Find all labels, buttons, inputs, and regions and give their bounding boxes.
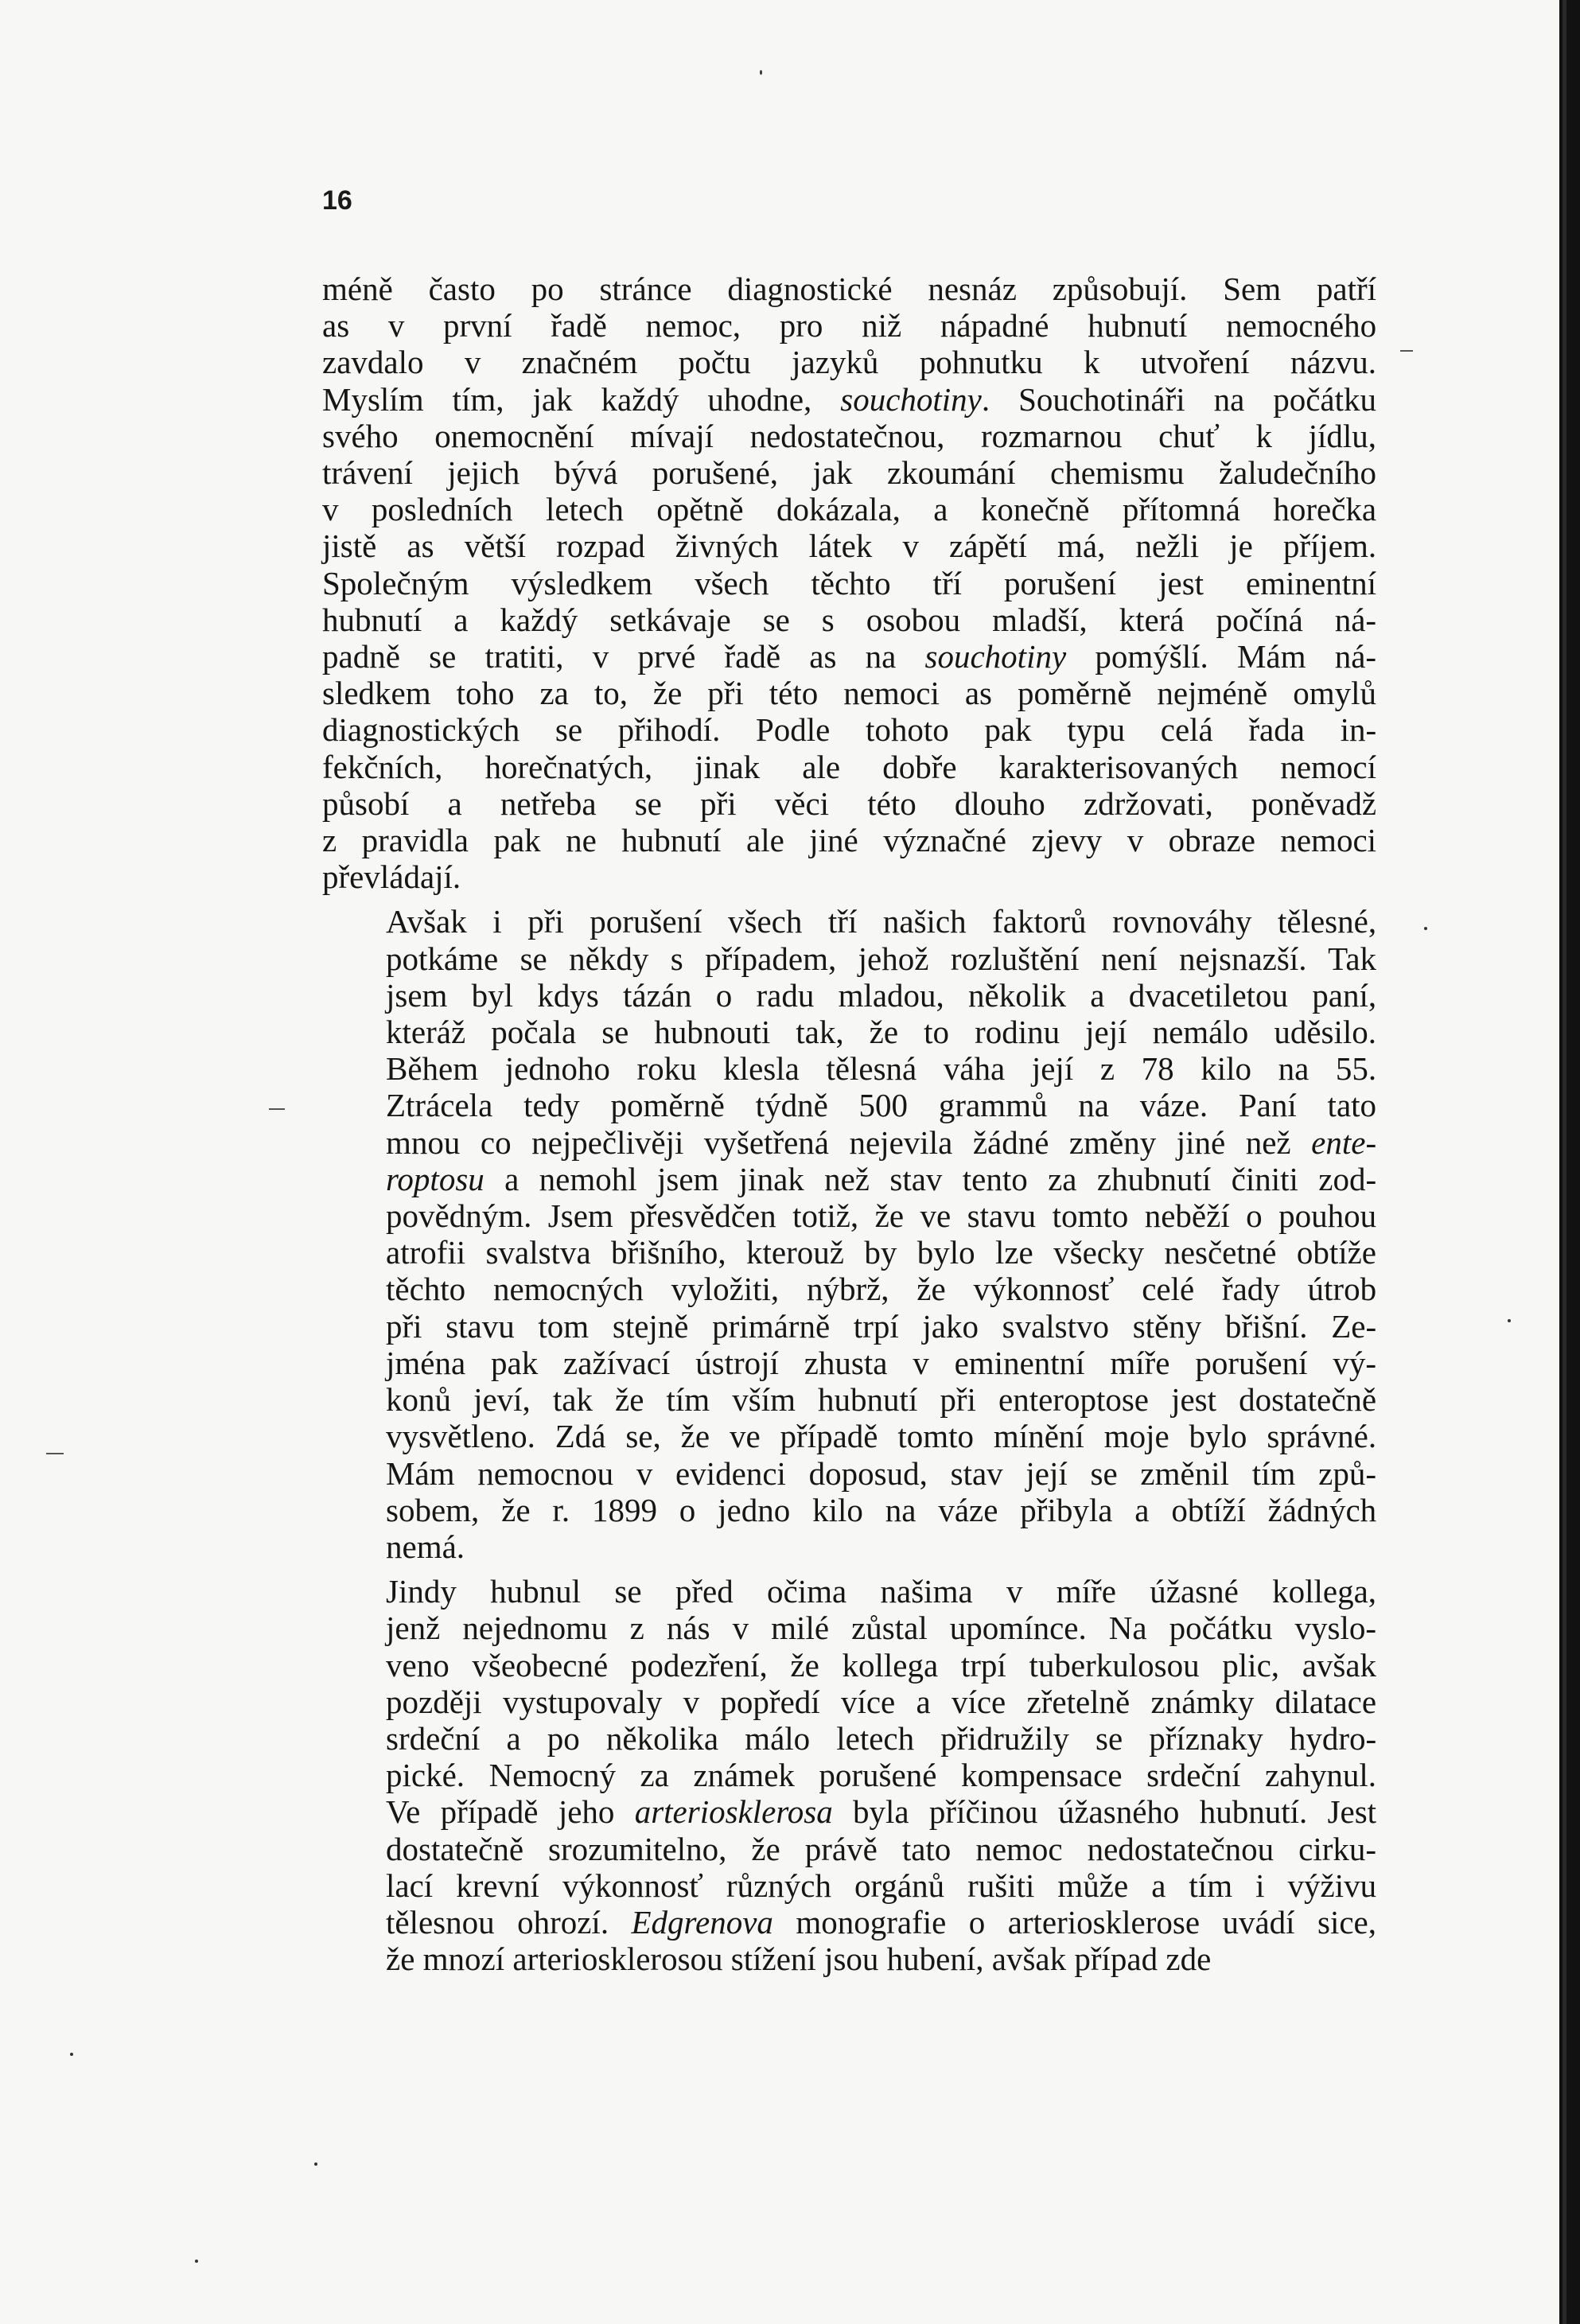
text-line: jsem byl kdys tázán o radu mladou, několik a dvacetiletou paní,	[386, 976, 1377, 1014]
text-line: Myslím tím, jak každý uhodne, souchotiny. Souchotináři na počátku	[322, 380, 1377, 418]
scan-speck	[1508, 1319, 1511, 1322]
text-line: as v první řadě nemoc, pro niž nápadné hubnutí nemocného	[322, 307, 1377, 345]
text-line: Během jednoho roku klesla tělesná váha její z 78 kilo na 55.	[386, 1050, 1377, 1088]
scan-speck	[314, 2162, 317, 2166]
text-line: později vystupovaly v popředí více a více zřetelně známky dilatace	[386, 1683, 1377, 1720]
scan-border-line	[1562, 0, 1566, 2324]
text-line: padně se tratiti, v prvé řadě as na souchotiny pomýšlí. Mám ná-	[322, 638, 1377, 675]
text-line: pické. Nemocný za známek porušené kompensace srdeční zahynul.	[386, 1757, 1377, 1794]
text-line: sobem, že r. 1899 o jedno kilo na váze přibyla a obtíží žádných	[386, 1491, 1377, 1528]
scan-speck	[1424, 927, 1427, 930]
text-line: Jindy hubnul se před očima našima v míře úžasné kollega,	[386, 1573, 1377, 1610]
text-line: tělesnou ohrozí. Edgrenova monografie o arteriosklerose uvádí sice,	[386, 1903, 1376, 1941]
text-line: při stavu tom stejně primárně trpí jako svalstvo stěny břišní. Ze-	[386, 1307, 1377, 1345]
scan-speck	[195, 2260, 198, 2263]
text-line: kteráž počala se hubnouti tak, že to rodinu její nemálo uděsilo.	[386, 1014, 1376, 1051]
text-line: srdeční a po několika málo letech přidružily se příznaky hydro-	[386, 1719, 1377, 1757]
text-line: že mnozí arteriosklerosou stížení jsou hubení, avšak případ zde	[386, 1941, 1212, 1978]
text-line: potkáme se někdy s případem, jehož rozluštění není nejsnazší. Tak	[386, 940, 1377, 977]
text-line: sledkem toho za to, že při této nemoci as poměrně nejméně omylů	[322, 675, 1377, 712]
text-line: zavdalo v značném počtu jazyků pohnutku k utvoření názvu.	[322, 344, 1377, 381]
paragraph-2	[322, 903, 1376, 1565]
text-line: Společným výsledkem všech těchto tří porušení jest eminentní	[322, 564, 1376, 601]
text-line: méně často po stránce diagnostické nesnáz způsobují. Sem patří	[322, 271, 1377, 307]
scan-dash	[1400, 350, 1413, 352]
text-line: jména pak zažívací ústrojí zhusta v eminentní míře porušení vý-	[386, 1344, 1376, 1381]
body-text	[322, 271, 1376, 1977]
text-line: povědným. Jsem přesvědčen totiž, že ve stavu tomto neběží o pouhou	[386, 1197, 1377, 1235]
text-line: fekčních, horečnatých, jinak ale dobře karakterisovaných nemocí	[322, 748, 1377, 785]
text-line: dostatečně srozumitelno, že právě tato nemoc nedostatečnou cirku-	[386, 1830, 1377, 1867]
text-line: vysvětleno. Zdá se, že ve případě tomto mínění moje bylo správné.	[386, 1418, 1377, 1455]
text-line: v posledních letech opětně dokázala, a konečně přítomná horečka	[322, 491, 1377, 528]
text-line: Ztrácela tedy poměrně týdně 500 grammů na váze. Paní tato	[386, 1087, 1377, 1124]
paragraph-1	[322, 271, 1376, 895]
scan-speck	[760, 70, 762, 75]
text-line: jenž nejednomu z nás v milé zůstal upomínce. Na počátku vyslo-	[386, 1610, 1377, 1647]
paragraph-3	[322, 1573, 1376, 1977]
text-line: trávení jejich bývá porušené, jak zkoumání chemismu žaludečního	[322, 454, 1377, 492]
text-line: Mám nemocnou v evidenci doposud, stav její se změnil tím způ-	[386, 1454, 1376, 1492]
text-line: svého onemocnění mívají nedostatečnou, rozmarnou chuť k jídlu,	[322, 417, 1376, 454]
text-line: konů jeví, tak že tím vším hubnutí při enteroptose jest dostatečně	[386, 1381, 1377, 1419]
text-line: nemá.	[386, 1528, 465, 1565]
text-line: roptosu a nemohl jsem jinak než stav tento za zhubnutí činiti zod-	[386, 1160, 1377, 1197]
text-line: působí a netřeba se při věci této dlouho zdržovati, poněvadž	[322, 784, 1377, 822]
scan-speck	[70, 2053, 73, 2056]
text-line: Ve případě jeho arteriosklerosa byla příčinou úžasného hubnutí. Jest	[386, 1793, 1377, 1831]
text-line: jistě as větší rozpad živných látek v zápětí má, nežli je příjem.	[322, 527, 1377, 565]
text-line: veno všeobecné podezření, že kollega trpí tuberkulosou plic, avšak	[386, 1646, 1377, 1684]
text-line: lací krevní výkonnosť různých orgánů rušiti může a tím i výživu	[386, 1867, 1377, 1904]
scan-dash	[269, 1108, 285, 1110]
page-number: 16	[322, 185, 352, 216]
text-line: diagnostických se přihodí. Podle tohoto pak typu celá řada in-	[322, 711, 1377, 749]
text-line: mnou co nejpečlivěji vyšetřená nejevila žádné změny jiné než ente-	[386, 1123, 1377, 1161]
text-line: těchto nemocných vyložiti, nýbrž, že výkonnosť celé řady útrob	[386, 1271, 1377, 1308]
text-line: Avšak i při porušení všech tří našich faktorů rovnováhy tělesné,	[386, 903, 1377, 940]
text-line: atrofii svalstva břišního, kterouž by bylo lze všecky nesčetné obtíže	[386, 1234, 1377, 1271]
text-line: z pravidla pak ne hubnutí ale jiné význačné zjevy v obraze nemoci	[322, 822, 1377, 859]
scan-dash	[46, 1453, 64, 1454]
text-line: hubnutí a každý setkávaje se s osobou mladší, která počíná ná-	[322, 601, 1377, 638]
text-line: převládají.	[322, 858, 461, 896]
